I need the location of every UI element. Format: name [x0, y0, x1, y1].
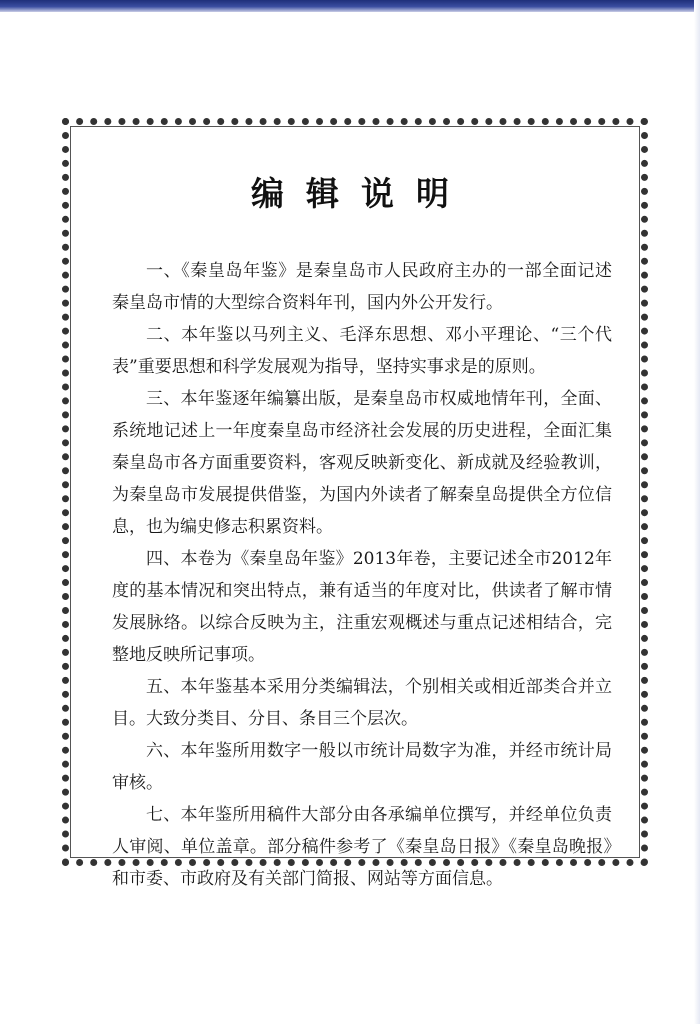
paragraph-5: 五、本年鉴基本采用分类编辑法，个别相关或相近部类合并立目。大致分类目、分目、条目三个层次。 — [112, 677, 612, 729]
page-title: 编辑说明 — [251, 174, 471, 213]
page-edge-shadow — [694, 0, 700, 1024]
paragraph-2: 二、本年鉴以马列主义、毛泽东思想、邓小平理论、“三个代表”重要思想和科学发展观为指导，坚持实事求是的原则。 — [112, 325, 612, 377]
body-text — [112, 255, 612, 895]
paragraph-3: 三、本年鉴逐年编纂出版，是秦皇岛市权威地情年刊，全面、系统地记述上一年度秦皇岛市经济社会发展的历史进程，全面汇集秦皇岛市各方面重要资料，客观反映新变化、新成就及经验教训，为秦皇岛市发展提供借鉴，为国内外读者了解秦皇岛提供全方位信息，也为编史修志积累资料。 — [112, 389, 612, 537]
paragraph-6: 六、本年鉴所用数字一般以市统计局数字为准，并经市统计局审核。 — [112, 741, 612, 793]
paragraph-1: 一、《秦皇岛年鉴》是秦皇岛市人民政府主办的一部全面记述秦皇岛市情的大型综合资料年刊，国内外公开发行。 — [112, 261, 612, 313]
top-color-band — [0, 0, 700, 12]
paragraph-7: 七、本年鉴所用稿件大部分由各承编单位撰写，并经单位负责人审阅、单位盖章。部分稿件参考了《秦皇岛日报》《秦皇岛晚报》和市委、市政府及有关部门简报、网站等方面信息。 — [112, 805, 612, 889]
paragraph-4: 四、本卷为《秦皇岛年鉴》2013年卷，主要记述全市2012年度的基本情况和突出特点，兼有适当的年度对比，供读者了解市情发展脉络。以综合反映为主，注重宏观概述与重点记述相结合，完整地反映所记事项。 — [112, 549, 612, 665]
